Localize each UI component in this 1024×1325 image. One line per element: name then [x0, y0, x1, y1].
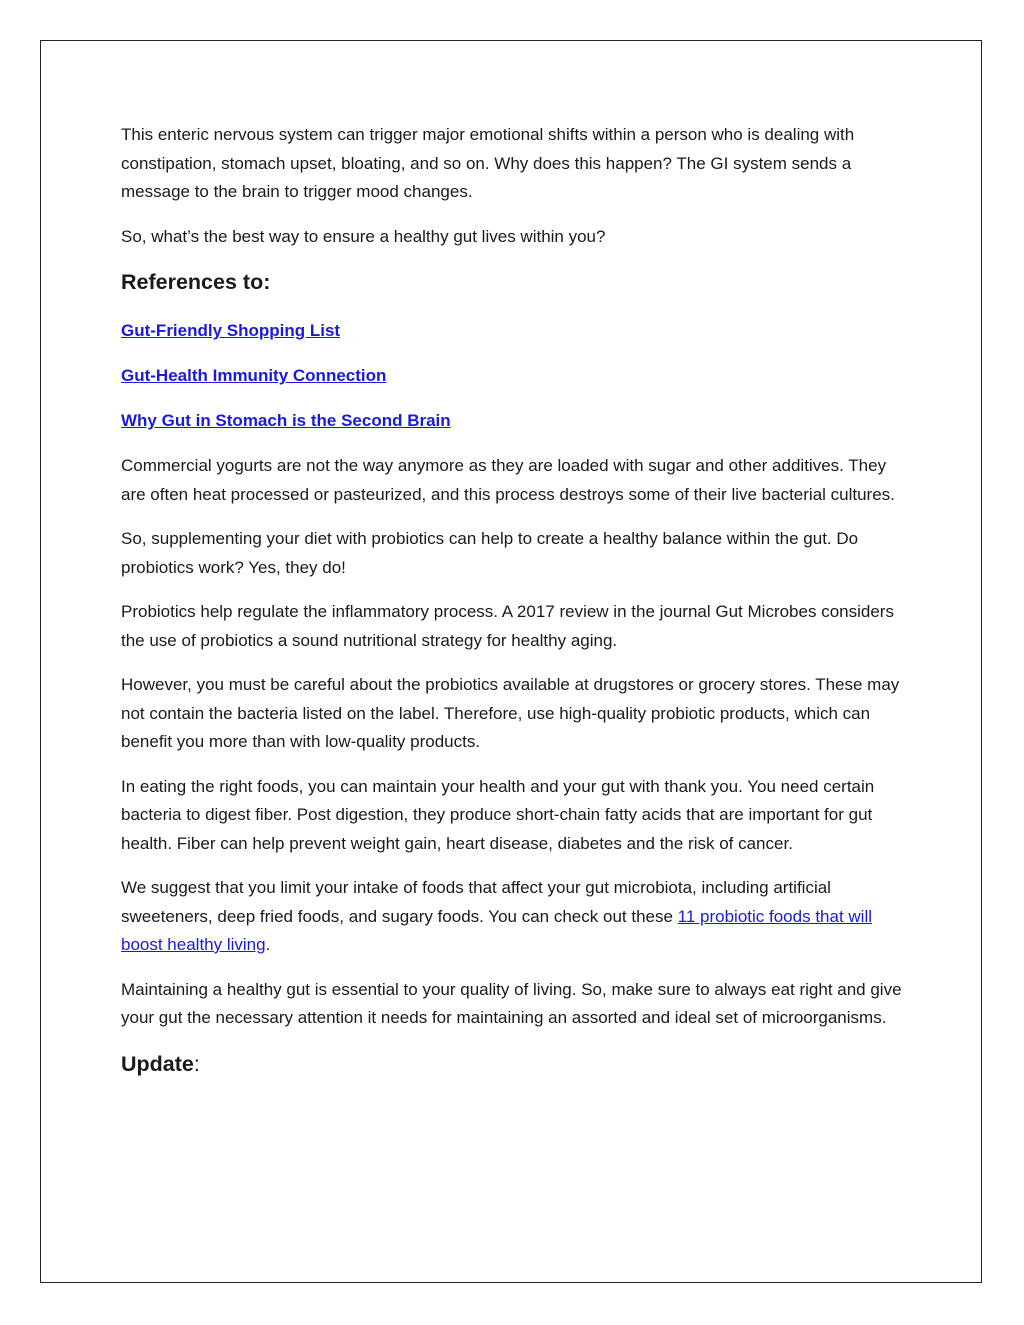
document-page: [40, 40, 982, 1283]
update-heading: [121, 1049, 911, 1079]
update-heading-colon: :: [193, 1051, 200, 1076]
paragraph-closing: Maintaining a healthy gut is essential to your quality of living. So, make sure to always eat right and give your gut the necessary attention it needs for maintaining an assorted and ideal set of microorganisms.: [121, 979, 902, 1027]
update-heading-text: Update: [121, 1051, 194, 1076]
paragraph-yogurts: Commercial yogurts are not the way anymore as they are loaded with sugar and other additives. They are often heat processed or pasteurized, and this process destroys some of their live bacterial cultures.: [121, 456, 895, 504]
paragraph-suggest: [121, 874, 911, 960]
reference-link-second-brain[interactable]: Why Gut in Stomach is the Second Brain: [121, 411, 451, 430]
reference-link-shopping-list[interactable]: Gut-Friendly Shopping List: [121, 321, 341, 340]
suggest-period: .: [265, 935, 271, 954]
paragraph-inflammatory: Probiotics help regulate the inflammatory process. A 2017 review in the journal Gut Microbes considers the use of probiotics a sound nutritional strategy for healthy aging.: [121, 602, 894, 650]
paragraph-question: So, what’s the best way to ensure a healthy gut lives within you?: [121, 226, 606, 246]
paragraph-supplementing: So, supplementing your diet with probiotics can help to create a healthy balance within the gut. Do probiotics work? Yes, they do!: [121, 529, 859, 577]
reference-item: [121, 317, 911, 345]
reference-link-immunity[interactable]: Gut-Health Immunity Connection: [121, 366, 387, 385]
probiotic-foods-link[interactable]: 11 probiotic foods that will boost healthy living: [121, 906, 873, 954]
suggest-text: We suggest that you limit your intake of foods that affect your gut microbiota, including artificial sweeteners, deep fried foods, and sugary foods. You can check out these: [121, 878, 831, 926]
reference-item: [121, 407, 911, 435]
paragraph-enteric: This enteric nervous system can trigger major emotional shifts within a person who is dealing with constipation, stomach upset, bloating, and so on. Why does this happen? The GI system sends a message to the brain to trigger mood changes.: [121, 125, 855, 201]
paragraph-careful: However, you must be careful about the probiotics available at drugstores or grocery stores. These may not contain the bacteria listed on the label. Therefore, use high-quality probiotic products, which can benefit you more than with low-quality products.: [121, 675, 900, 751]
document-content: [121, 121, 911, 1099]
references-heading: References to:: [121, 270, 271, 294]
reference-item: [121, 362, 911, 390]
paragraph-right-foods: In eating the right foods, you can maintain your health and your gut with thank you. You need certain bacteria to digest fiber. Post digestion, they produce short-chain fatty acids that are important for gut health. Fiber can help prevent weight gain, heart disease, diabetes and the risk of cancer.: [121, 776, 875, 853]
